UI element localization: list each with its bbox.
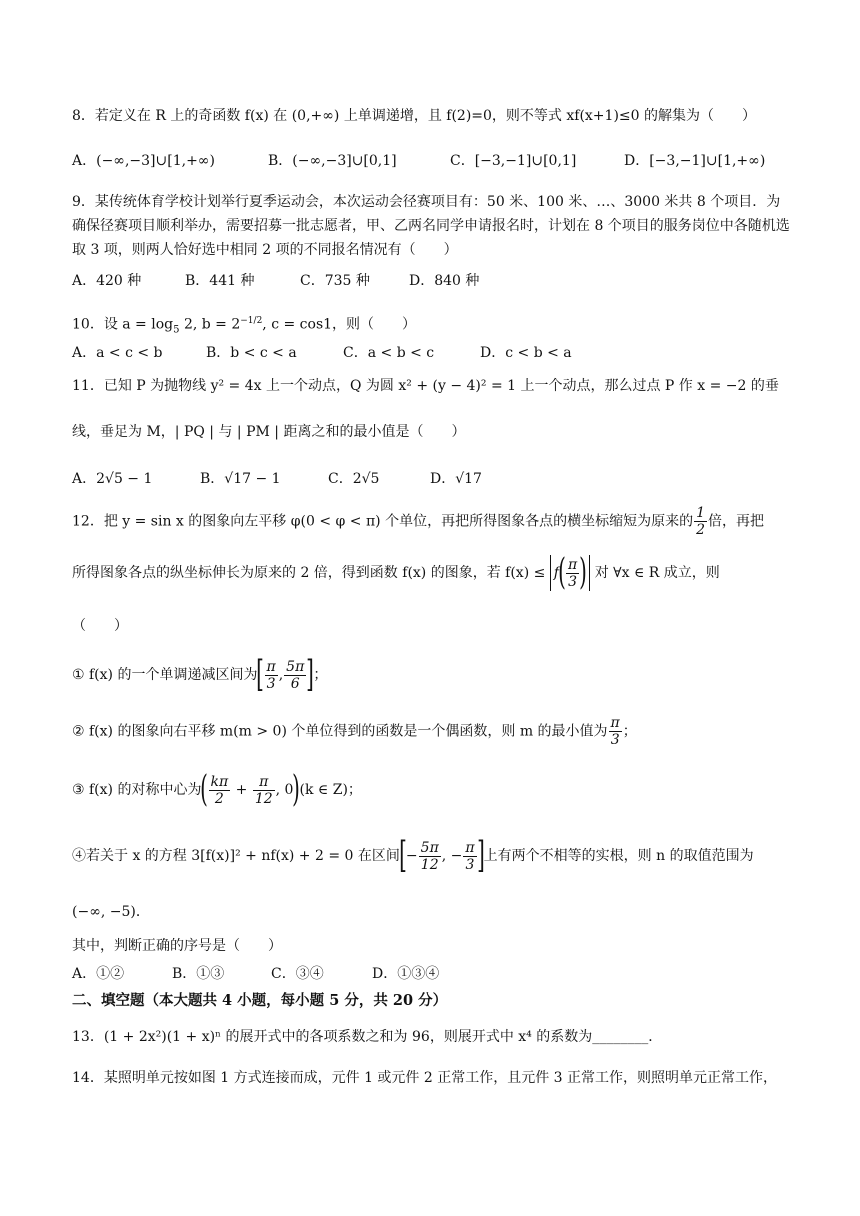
q12-line2-post: 对 ∀x ∈ R 成立，则 bbox=[594, 565, 720, 581]
q12-option-c: C．③④ bbox=[271, 966, 324, 982]
q12-pi-den: 3 bbox=[568, 573, 578, 590]
q12-item-4-cont: (−∞, −5)． bbox=[72, 904, 150, 920]
q8-option-a: A．(−∞,−3]∪[1,+∞) bbox=[72, 153, 215, 169]
q12-item1-a-num: π bbox=[266, 658, 276, 675]
question-12-line3: （ ） bbox=[72, 618, 128, 634]
q12-judge: 其中，判断正确的序号是（ ） bbox=[72, 938, 282, 954]
q10-stem-post: , c = cos1，则（ ） bbox=[262, 316, 417, 333]
q12-line1-pre: 12．把 y = sin x 的图象向左平移 φ(0 < φ < π) 个单位，再把所得图象各点的横坐标缩短为原来的 bbox=[72, 513, 694, 530]
question-11-stem-line2: 线，垂足为 M，| PQ | 与 | PM | 距离之和的最小值是（ ） bbox=[72, 424, 466, 440]
q12-item4-pre: ④若关于 x 的方程 3[f(x)]² + nf(x) + 2 = 0 在区间 bbox=[72, 848, 400, 864]
q12-item-4: ④若关于 x 的方程 3[f(x)]² + nf(x) + 2 = 0 在区间[− $\frac{5\pi}{12}$ , − $\frac{\pi}{3}$ ]上有两个不相等的实根，则 n 的取值范围为 bbox=[72, 835, 754, 876]
q9-option-d: D．840 种 bbox=[409, 273, 480, 289]
q12-half-fraction bbox=[694, 505, 707, 538]
q11-option-d: D．√17 bbox=[430, 471, 482, 487]
q12-item2-num: π bbox=[610, 715, 620, 731]
question-9-stem: 9．某传统体育学校计划举行夏季运动会，本次运动会径赛项目有：50 米、100 米、…、3000 米共 8 个项目．为确保径赛项目顺利举办，需要招募一批志愿者，甲、乙两名同学申请报名时，计划在 8 个项目的服务岗位中各随机选取 3 项，则两人恰好选中相同 2 项的不同报名情况有（ ） bbox=[72, 194, 790, 258]
q12-item-3: ③ f(x) 的对称中心为( $\frac{k\pi}{2}$ + $\frac{\pi}{12}$ , 0)(k ∈ Z)； bbox=[72, 769, 362, 810]
q12-item4-b-num: π bbox=[465, 839, 475, 856]
q8-option-b: B．(−∞,−3]∪[0,1] bbox=[268, 153, 397, 169]
q12-item3-a-den: 2 bbox=[214, 790, 224, 807]
question-14: 14．某照明单元按如图 1 方式连接而成，元件 1 或元件 2 正常工作，且元件 3 正常工作，则照明单元正常工作， bbox=[72, 1070, 778, 1086]
q8-option-c: C．[−3,−1]∪[0,1] bbox=[450, 153, 577, 169]
q9-option-a: A．420 种 bbox=[72, 273, 142, 289]
question-13: 13．(1 + 2x²)(1 + x)ⁿ 的展开式中的各项系数之和为 96，则展开式中 x⁴ 的系数为________． bbox=[72, 1029, 663, 1045]
q10-option-a: A．a < c < b bbox=[72, 345, 163, 361]
q12-item4-b-den: 3 bbox=[465, 856, 475, 873]
q12-item2-pre: ② f(x) 的图象向右平移 m(m > 0) 个单位得到的函数是一个偶函数，则 m 的最小值为 bbox=[72, 723, 608, 740]
q12-pi-over-3 bbox=[566, 557, 579, 590]
q11-option-c: C．2√5 bbox=[328, 471, 380, 487]
q12-item3-b-num: π bbox=[253, 774, 275, 791]
q12-item1-b-num: 5π bbox=[286, 658, 305, 675]
q12-half-num: 1 bbox=[696, 505, 705, 521]
q11-option-a: A．2√5 − 1 bbox=[72, 471, 153, 487]
q12-line2-pre: 所得图象各点的纵坐标伸长为原来的 2 倍，得到函数 f(x) 的图象，若 f(x) ≤ bbox=[72, 565, 546, 581]
q10-stem-pre: 10．设 a = log bbox=[72, 316, 174, 333]
section-2-heading: 二、填空题（本大题共 4 小题，每小题 5 分，共 20 分） bbox=[72, 992, 448, 1009]
q12-abs-value: f( $\frac{\pi}{3}$ ) bbox=[550, 555, 590, 591]
q10-log-base: 5 bbox=[173, 324, 180, 336]
q12-item3-a-num: kπ bbox=[210, 773, 229, 790]
q12-item2-den: 3 bbox=[610, 732, 620, 748]
q12-f-symbol: f bbox=[553, 565, 559, 581]
q12-half-den: 2 bbox=[696, 522, 705, 538]
q10-option-c: C．a < b < c bbox=[343, 345, 435, 361]
q12-item-2 bbox=[72, 715, 637, 748]
q12-item1-pre: ① f(x) 的一个单调递减区间为 bbox=[72, 667, 258, 683]
q12-item3-pre: ③ f(x) 的对称中心为 bbox=[72, 782, 202, 798]
q12-item2-post: ； bbox=[622, 723, 637, 740]
q12-item4-frac-a bbox=[419, 840, 441, 873]
q12-item1-frac-b bbox=[284, 659, 306, 692]
question-12-line2 bbox=[72, 552, 720, 593]
q12-item1-b-den: 6 bbox=[290, 675, 300, 692]
q8-option-d: D．[−3,−1]∪[1,+∞) bbox=[624, 153, 766, 169]
q12-item1-post: ； bbox=[313, 667, 328, 683]
q12-option-d: D．①③④ bbox=[372, 966, 440, 982]
q10-option-d: D．c < b < a bbox=[480, 345, 572, 361]
q12-pi-num: π bbox=[568, 556, 578, 573]
q10-stem-mid: 2, b = 2 bbox=[179, 316, 241, 333]
q12-item1-frac-a bbox=[265, 659, 278, 692]
q12-item4-a-den: 12 bbox=[420, 856, 439, 873]
q12-item3-frac-b bbox=[253, 774, 275, 807]
q10-exponent: −1/2 bbox=[240, 316, 263, 326]
q12-option-b: B．①③ bbox=[172, 966, 225, 982]
q12-item4-post: 上有两个不相等的实根，则 n 的取值范围为 bbox=[483, 848, 754, 864]
question-11-stem-line1: 11．已知 P 为抛物线 y² = 4x 上一个动点，Q 为圆 x² + (y − 4)² = 1 上一个动点，那么过点 P 作 x = −2 的垂 bbox=[72, 378, 779, 394]
q9-option-b: B．441 种 bbox=[185, 273, 255, 289]
q12-item3-post: (k ∈ Z)； bbox=[299, 782, 362, 798]
q12-option-a: A．①② bbox=[72, 966, 125, 982]
question-8-stem: 8．若定义在 R 上的奇函数 f(x) 在 (0,+∞) 上单调递增，且 f(2)=0，则不等式 xf(x+1)≤0 的解集为（ ） bbox=[72, 108, 756, 124]
q12-line1-post: 倍，再把 bbox=[708, 513, 764, 530]
q12-item-1: ① f(x) 的一个单调递减区间为[ $\frac{\pi}{3}$ , $\frac{5\pi}{6}$ ]； bbox=[72, 654, 328, 695]
q10-option-b: B．b < c < a bbox=[206, 345, 297, 361]
q12-item1-a-den: 3 bbox=[266, 675, 276, 692]
q12-item3-b-den: 12 bbox=[254, 790, 273, 807]
question-10-stem bbox=[72, 311, 416, 340]
q12-item2-frac bbox=[609, 715, 622, 748]
q9-option-c: C．735 种 bbox=[300, 273, 370, 289]
q12-item4-a-num: 5π bbox=[420, 839, 439, 856]
q12-item3-frac-a bbox=[209, 774, 231, 807]
q12-item4-frac-b bbox=[463, 840, 476, 873]
q11-option-b: B．√17 − 1 bbox=[200, 471, 281, 487]
question-12-line1 bbox=[72, 505, 764, 538]
